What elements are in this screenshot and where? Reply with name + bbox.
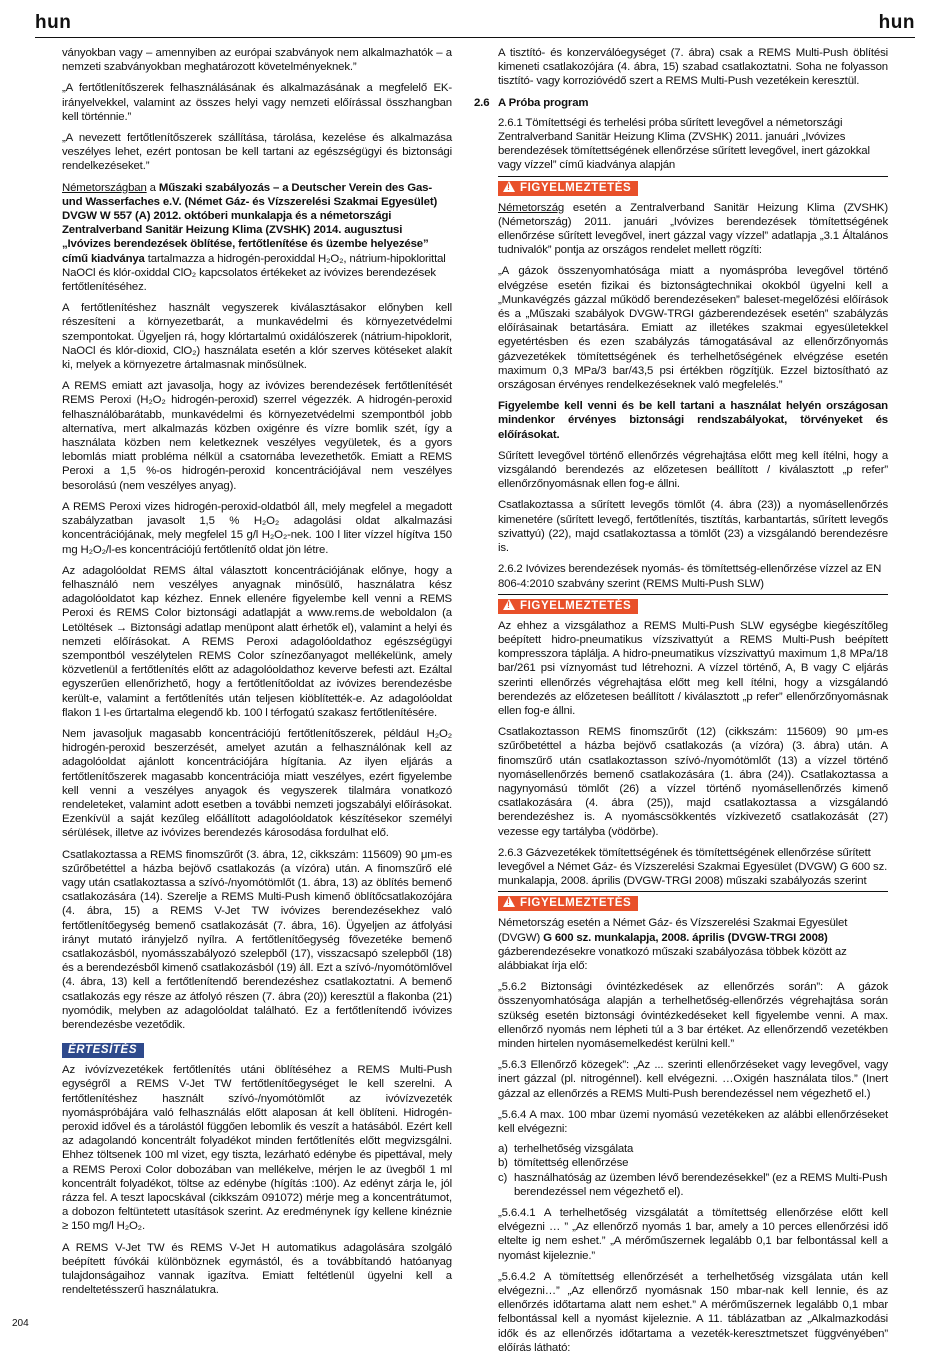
text-run: esetén a Zentralverband Sanitär Heizung Klima (ZVSHK) (Németország) 2011. januári „Ivóvizes berendezések tömítettségének ellenőrzése sűrített levegővel, inert gázzal vagy vízzel” adatlapja „3.1 Általános tudnivalók” pontja az országos rendelet mellett rögzíti:: [498, 201, 888, 257]
list-item: [498, 1156, 888, 1170]
list-marker: b): [498, 1157, 508, 1170]
paragraph: [62, 181, 452, 295]
bold-paragraph: Figyelembe kell venni és be kell tartani a használat helyén országosan mindenkor érvényes biztonsági rendszabályokat, törvényeket és előírásokat.: [498, 400, 888, 441]
paragraph: „5.6.2 Biztonsági óvintézkedések az ellenőrzés során”: A gázok összenyomhatósága alapján a terhelhetőség-ellenőrzés végrehajtása során szükség esetén biztonsági óvintézkedéseket kell figyelembe venni. A max. ellenőrző nyomás nem lépheti túl a 3 bar értéket. Az ellenőrzendő vezetékben minden hirtelen nyomásemelkedést kerülni kell.”: [498, 981, 888, 1050]
paragraph: [498, 201, 888, 258]
paragraph: A fertőtlenítéshez használt vegyszerek kiválasztásakor előnyben kell részesíteni a környezetbarát, a munkavédelmi és környezetvédelmi szempontokat. Ügyeljen rá, hogy klórtartalmú oxidálószerek (nátrium-hipoklorit, NaOCl és klór-dioxid, ClO₂) használata esetén a klór szerves kötéseket alakít ki, melyek a környezetre ártalmasnak minősülnek.: [62, 302, 452, 372]
paragraph: Az ivóvízvezetékek fertőtlenítés utáni öblítéséhez a REMS Multi-Push egységről a REMS V-Jet TW fertőtlenítőegységet le kell szerelni. A fertőtlenítéshez használt szívó-/nyomótömlőt az ivóvízvezeték nyomáspróbájára való felhasználás előtt alaposan át kell öblíteni. Hidrogén-peroxid idővel és a tárolástól függően lebomlik és veszít a hatásából. Ezért kell az adagolandó koncentrált folyadékot minden fertőtlenítés előtt megvizsgálni. Ehhez töltsenek 100 ml vizet, egy tiszta, lezárható edénybe és pipettával, mely a REMS Peroxi Color dobozában van mellékelve, mérjen le az üvegből 1 ml koncentrált folyadékot, töltse az edénybe (hígítás :100). Az edényt zárja le, jól rázza fel. A teszt lapocskával (cikkszám 091072) mérje meg a koncentrátumot, a dobozon feltüntetett utasítások szerint. Az eredménynek így kellene kinéznie ≥ 150 mg/l H₂O₂.: [62, 1064, 452, 1233]
country-underlined: Németországban: [62, 181, 147, 194]
paragraph: Az adagolóoldat REMS által választott koncentrációjának előnye, hogy a felhasználó nem veszélyes anyagnak minősülő, használatra kész adagolóoldatot kap kézhez. Ennek ellenére figyelembe kell venni a REMS Peroxi és REMS Color biztonsági adatlapját a www.rems.de weboldalon (a Letöltések → Biztonsági adatlap menüpont alatt érhetők el), valamint a helyi és nemzeti előírásokat. A REMS Peroxi adagolóoldathoz egészségügyi szempontból veszélytelen REMS Color színezőanyagot mellékelünk, amely közvetlenül a fertőtlenítés előtt az adagolóoldathoz keverve befesti azt. Ezáltal egyszerűen ellenőrizhető, hogy a fertőtlenítőoldat az ivóvizes berendezésbe került-e, valamint a fertőtlenítés után teljesen kiöblítették-e. Az adagolóoldat flakon 1 l-es űrtartalma elegendő kb. 100 l térfogatú szakasz fertőtlenítésére.: [62, 564, 452, 719]
paragraph: „5.6.3 Ellenőrző közegek”: „Az ... szerinti ellenőrzéseket vagy levegővel, vagy inert gázzal (pl. nitrogénnel). kell elvégezni. …Oxigén használata tilos.” (Inert gázzal az ellenőrzés a REMS Multi-Push berendezéssel nem végezhető el.): [498, 1059, 888, 1100]
paragraph: Csatlakoztassa a sűrített levegős tömlőt (4. ábra (23)) a nyomásellenőrzés kimenetére (sűrített levegő, fertőtlenítés, tisztítás, karbantartás, sűrített levegős szivattyú) (22), majd csatlakoztassa a tömlőt (23) a vizsgálandó berendezésre is.: [498, 499, 888, 555]
page-number: 204: [12, 1318, 29, 1329]
warning-triangle-icon: [503, 896, 515, 907]
requirements-list: [498, 1142, 888, 1199]
paragraph: „5.6.4.1 A terhelhetőség vizsgálatát a tömítettség ellenőrzése előtt kell elvégezni … ” „Az ellenőrző nyomás 1 bar, amely a 10 perces ellenőrzési idő eltelte ig nem eshet.” „A mérőműszernek legalább 0,1 bar felbontással kell a nyomást kijeleznie.”: [498, 1207, 888, 1262]
list-text: tömítettség ellenőrzése: [514, 1157, 629, 1170]
paragraph: Az ehhez a vizsgálathoz a REMS Multi-Push SLW egységbe kiegészítőleg beépített hidro-pneumatikus vízszivattyút a REMS Multi-Push beépített kompresszora táplálja. A hidro-pneumatikus vízszivattyú maximum 1,8 MPa/18 bar/261 psi víznyomást tud létrehozni. A vízzel történő, A, B vagy C eljárás szerinti ellenőrzés végrehajtása előtt meg kell ítélni, hogy a vizsgálandó berendezés az előzetesen beállított / kiválasztott „p refer” ellenőrzőnyomásnak ellen fog-e állni.: [498, 619, 888, 717]
paragraph: A REMS V-Jet TW és REMS V-Jet H automatikus adagolására szolgáló beépített fúvókái különböznek egymástól, és a továbbítandó hatóanyag tulajdonságaihoz vannak igazítva. Emiatt feltétlenül ügyelni kell a rendeltetésszerű használatukra.: [62, 1241, 452, 1297]
warning-triangle-icon: [503, 599, 515, 610]
warning-label: FIGYELMEZTETÉS: [520, 181, 632, 194]
paragraph: Csatlakoztasson REMS finomszűrőt (12) (cikkszám: 115609) 90 μm-es szűrőbetéttel a házba bejövő csatlakozás (a vízóra) (3. ábra) után. A finomszűrő után csatlakoztasson szívó-/nyomótömlőt (13) a vízzel történő nyomásellenőrzés bemenő csatlakozására (1. ábra (24)). Csatlakoztassa a nagynyomású tömlőt (26) a vízzel történő nyomásellenőrzés kimenő csatlakozására (4. ábra (25)), majd csatlakoztassa a vizsgálandó berendezéshez is. A nyomáscsökkentés vízkivezető csatlakozását (27) vezesse egy tartályba (vödörbe).: [498, 726, 888, 838]
regulation-title: G 600 sz. munkalapja, 2008. április (DVGW-TRGI 2008): [543, 931, 828, 944]
regulation-title: Műszaki szabályozás – a Deutscher Verein des Gas- und Wasserfaches e.V. (Német Gáz- és Vízszerelési Szakmai Egyesület) DVGW W 557 (A) 2012. októberi munkalapja és a németországi Zentralverband Sanitär Heizung Klima (ZVSHK) 2014. augusztusi „Ivóvizes berendezések öblítése, fertőtlenítése és üzembe helyezése” című kiadványa: [62, 181, 438, 265]
left-column: [62, 46, 452, 1304]
warning-badge: [498, 896, 638, 911]
list-marker: a): [498, 1143, 508, 1156]
list-text: használhatóság az üzemben lévő berendezésekkel” (ez a REMS Multi-Push berendezéssel nem végezhető el).: [514, 1171, 888, 1198]
right-column: [474, 46, 888, 1362]
warning-badge: [498, 599, 638, 614]
paragraph: „A fertőtlenítőszerek felhasználásának és alkalmazásának a megfelelő EK-irányelvekkel, valamint az összes helyi vagy nemzeti előírással összhangban kell történnie.”: [62, 82, 452, 123]
subsection-heading: 2.6.2 Ivóvizes berendezések nyomás- és tömítettség-ellenőrzése vízzel az EN 806-4:2010 szabvány szerint (REMS Multi-Push SLW): [498, 562, 888, 594]
section-title: A Próba program: [498, 96, 589, 109]
section-heading: [474, 96, 888, 110]
paragraph: ványokban vagy – amennyiben az európai szabványok nem alkalmazhatók – a nemzeti szabványokban meghatározott követelményeknek.”: [62, 47, 452, 74]
paragraph: [498, 916, 888, 973]
paragraph: Sűrített levegővel történő ellenőrzés végrehajtása előtt meg kell ítélni, hogy a vizsgálandó berendezés az előzetesen beállított / kiválasztott „p refer” ellenőrzőnyomásnak ellen fog-e állni.: [498, 449, 888, 491]
country-underlined: Németország: [498, 201, 565, 214]
warning-label: FIGYELMEZTETÉS: [520, 897, 632, 910]
section-number: 2.6: [474, 96, 490, 109]
header-language-right: hun: [878, 12, 915, 33]
paragraph: „5.6.4.2 A tömítettség ellenőrzését a terhelhetőség vizsgálata után kell elvégezni…” „Az ellenőrző nyomásnak 150 mbar-nak kell lennie, és az ellenőrzés időtartama alatt nem eshet.” A mérőműszernek legalább 0,1 mbar felbontással kell a nyomást kijeleznie. A 11. táblázatban az „Alkalmazkodási idők és az ellenőrzés időtartama a vezeték-keresztmetszet függvényében” előírás látható:: [498, 1270, 888, 1354]
text-run: Németország esetén a Német Gáz- és Vízszerelési Szakmai Egyesület (DVGW): [498, 917, 848, 944]
list-marker: c): [498, 1171, 508, 1184]
warning-label: FIGYELMEZTETÉS: [520, 599, 632, 612]
text-run: gázberendezésekre vonatkozó műszaki szabályozása többek között az alábbiakat írja elő:: [498, 945, 847, 972]
header-language-left: hun: [35, 12, 72, 33]
subsection-heading: 2.6.1 Tömítettségi és terhelési próba sűrített levegővel a németországi Zentralverband Sanitär Heizung Klima (ZVSHK) 2011. januári „Ivóvizes berendezések tömítettségének ellenőrzése sűrített levegővel, inert gázokkal vagy vízzel” című kiadványa alapján: [498, 116, 888, 177]
paragraph: A REMS emiatt azt javasolja, hogy az ivóvizes berendezések fertőtlenítését REMS Peroxi (H₂O₂ hidrogén-peroxid) szerrel végezzék. A hidrogén-peroxid felhasználóbarátabb, munkavédelmi és környezetvédelmi szempontból jobb alternatíva, mert alkalmazás közben oxigénre és vízre bomlik szét, így a használata közben nem keletkeznek veszélyes vegyületek, és a gyors lebomlás miatt probléma nélkül a csatornába levezethetők. Emiatt a REMS Peroxi a 1,5 %-os hidrogén-peroxid koncentrációjával nem veszélyes besorolású (nem veszélyes anyag).: [62, 380, 452, 492]
notice-badge: ÉRTESÍTÉS: [62, 1043, 144, 1058]
warning-badge: [498, 181, 638, 196]
paragraph: Csatlakoztassa a REMS finomszűrőt (3. ábra, 12, cikkszám: 115609) 90 μm-es szűrőbetéttel a házba bejövő csatlakozás (a vízóra) után. A finomszűrő elé vagy után csatlakoztassa a szívó-/nyomótömlőt (1. ábra, 13) az öblítés bemenő csatlakozására (14). Szerelje a REMS Multi-Push kimenő öblítőcsatlakozójára (4. ábra, 15) a REMS V-Jet TW ivóvizes berendezésekhez való fertőtlenítőegység bemenő csatlakozását (7. ábra, 16). Ügyeljen az átfolyási irányt mutató irányjelző nyílra. A fertőtlenítőegység fővezetéke bemenő csatlakozásból, nyomásszabályozó szelepből (17), visszacsapó szelepből (18) és a berendezésből kimenő csatlakozásból (19) áll. Ezt a szívó-/nyomótömlővel (4. ábra, 13) kell a fertőtlenítendő berendezéshez csatlakoztatni. A bemenő csatlakozás egy része az átfolyó részen (7. ábra (20)) keresztül a flakonba (21) nyomódik, melyben az adagolóoldat található. Ez a fertőtlenítendő ivóvizes berendezésbe vezetődik.: [62, 848, 452, 1031]
paragraph: Nem javasoljuk magasabb koncentrációjú fertőtlenítőszerek, például H₂O₂ hidrogén-peroxid beszerzését, amelyet azután a felhasználónak kell az adagolóoldat ajánlott koncentrációjára hígítania. Az ilyen eljárás a fertőtlenítőszerek magasabb koncentrációja miatt veszélyes, ezért figyelembe kell venni a veszélyes anyagok és vegyszerek tilalmára vonatkozó rendeleteket, valamint adott esetben a további nemzeti jogszabályi előírásokat. Ezenkívül a saját kezűleg előállított adagolóoldatok készítésekor személyi sérülések, illetve az ivóvizes berendezés károsodása fordulhat elő.: [62, 727, 452, 840]
paragraph: A tisztító- és konzerválóegységet (7. ábra) csak a REMS Multi-Push öblítési kimeneti csatlakozójára (4. ábra, 15) szabad csatlakoztatni. Soha ne folyasson tisztító- vagy korrozióvédő szert a REMS Multi-Push vezetékein keresztül.: [498, 47, 888, 88]
paragraph: „A nevezett fertőtlenítőszerek szállítása, tárolása, kezelése és alkalmazása veszélyes lehet, ezért pontosan be kell tartani az egészségügyi és biztonsági rendelkezéseket.”: [62, 132, 452, 173]
text-run: a: [146, 181, 159, 194]
warning-triangle-icon: [503, 181, 515, 192]
list-item: [498, 1171, 888, 1199]
text-run: tartalmazza a hidrogén-peroxiddal H₂O₂, nátrium-hipoklorittal NaOCl és klór-oxiddal ClO₂ kapcsolatos értékeket az ivóvizes berendezések fertőtlenítéséhez.: [62, 252, 446, 294]
header-rule: [35, 37, 915, 38]
list-text: terhelhetőség vizsgálata: [514, 1143, 634, 1156]
subsection-heading: 2.6.3 Gázvezetékek tömítettségének és tömítettségének ellenőrzése sűrített levegővel a Német Gáz- és Vízszerelési Szakmai Egyesület (DVGW) G 600 sz. munkalapja, 2008. április (DVGW-TRGI 2008) műszaki szabályozás szerint: [498, 846, 888, 893]
paragraph: „A gázok összenyomhatósága miatt a nyomáspróba levegővel történő elvégzése esetén fizikai és biztonságtechnikai okokból ügyelni kell a „Munkavégzés gázzal működő berendezéseken” baleset-megelőzési előírások és a „Műszaki szabályok DVGW-TRGI gázberendezések esetén” szabályzás előírásainak betartására. Emiatt az illetékes szakmai egyesületekkel egyetértésben és ezen szabályzás támogatásával az ellenőrzőnyomás gázvezetékek tömítettségének és terhelhetőségének elvégzése esetén maximum 0,3 MPa/3 bar/43,5 psi értékben rögzítjük. Ezzel biztosítható az országosan érvényes rendelkezéseknek való megfelelés.”: [498, 265, 888, 392]
paragraph: A REMS Peroxi vizes hidrogén-peroxid-oldatból áll, mely megfelel a megadott szabályzatban javasolt 1,5 % H₂O₂ adagolási oldat alkalmazási koncentrációjának, mely megfelel 15 g/l H₂O₂-nek. 100 l liter vízzel hígítva 150 mg H₂O₂/l-es koncentrációjú fertőtlenítő oldat jön létre.: [62, 500, 452, 556]
list-item: [498, 1142, 888, 1156]
paragraph: „5.6.4 A max. 100 mbar üzemi nyomású vezetékeken az alábbi ellenőrzéseket kell elvégezni:: [498, 1108, 888, 1135]
